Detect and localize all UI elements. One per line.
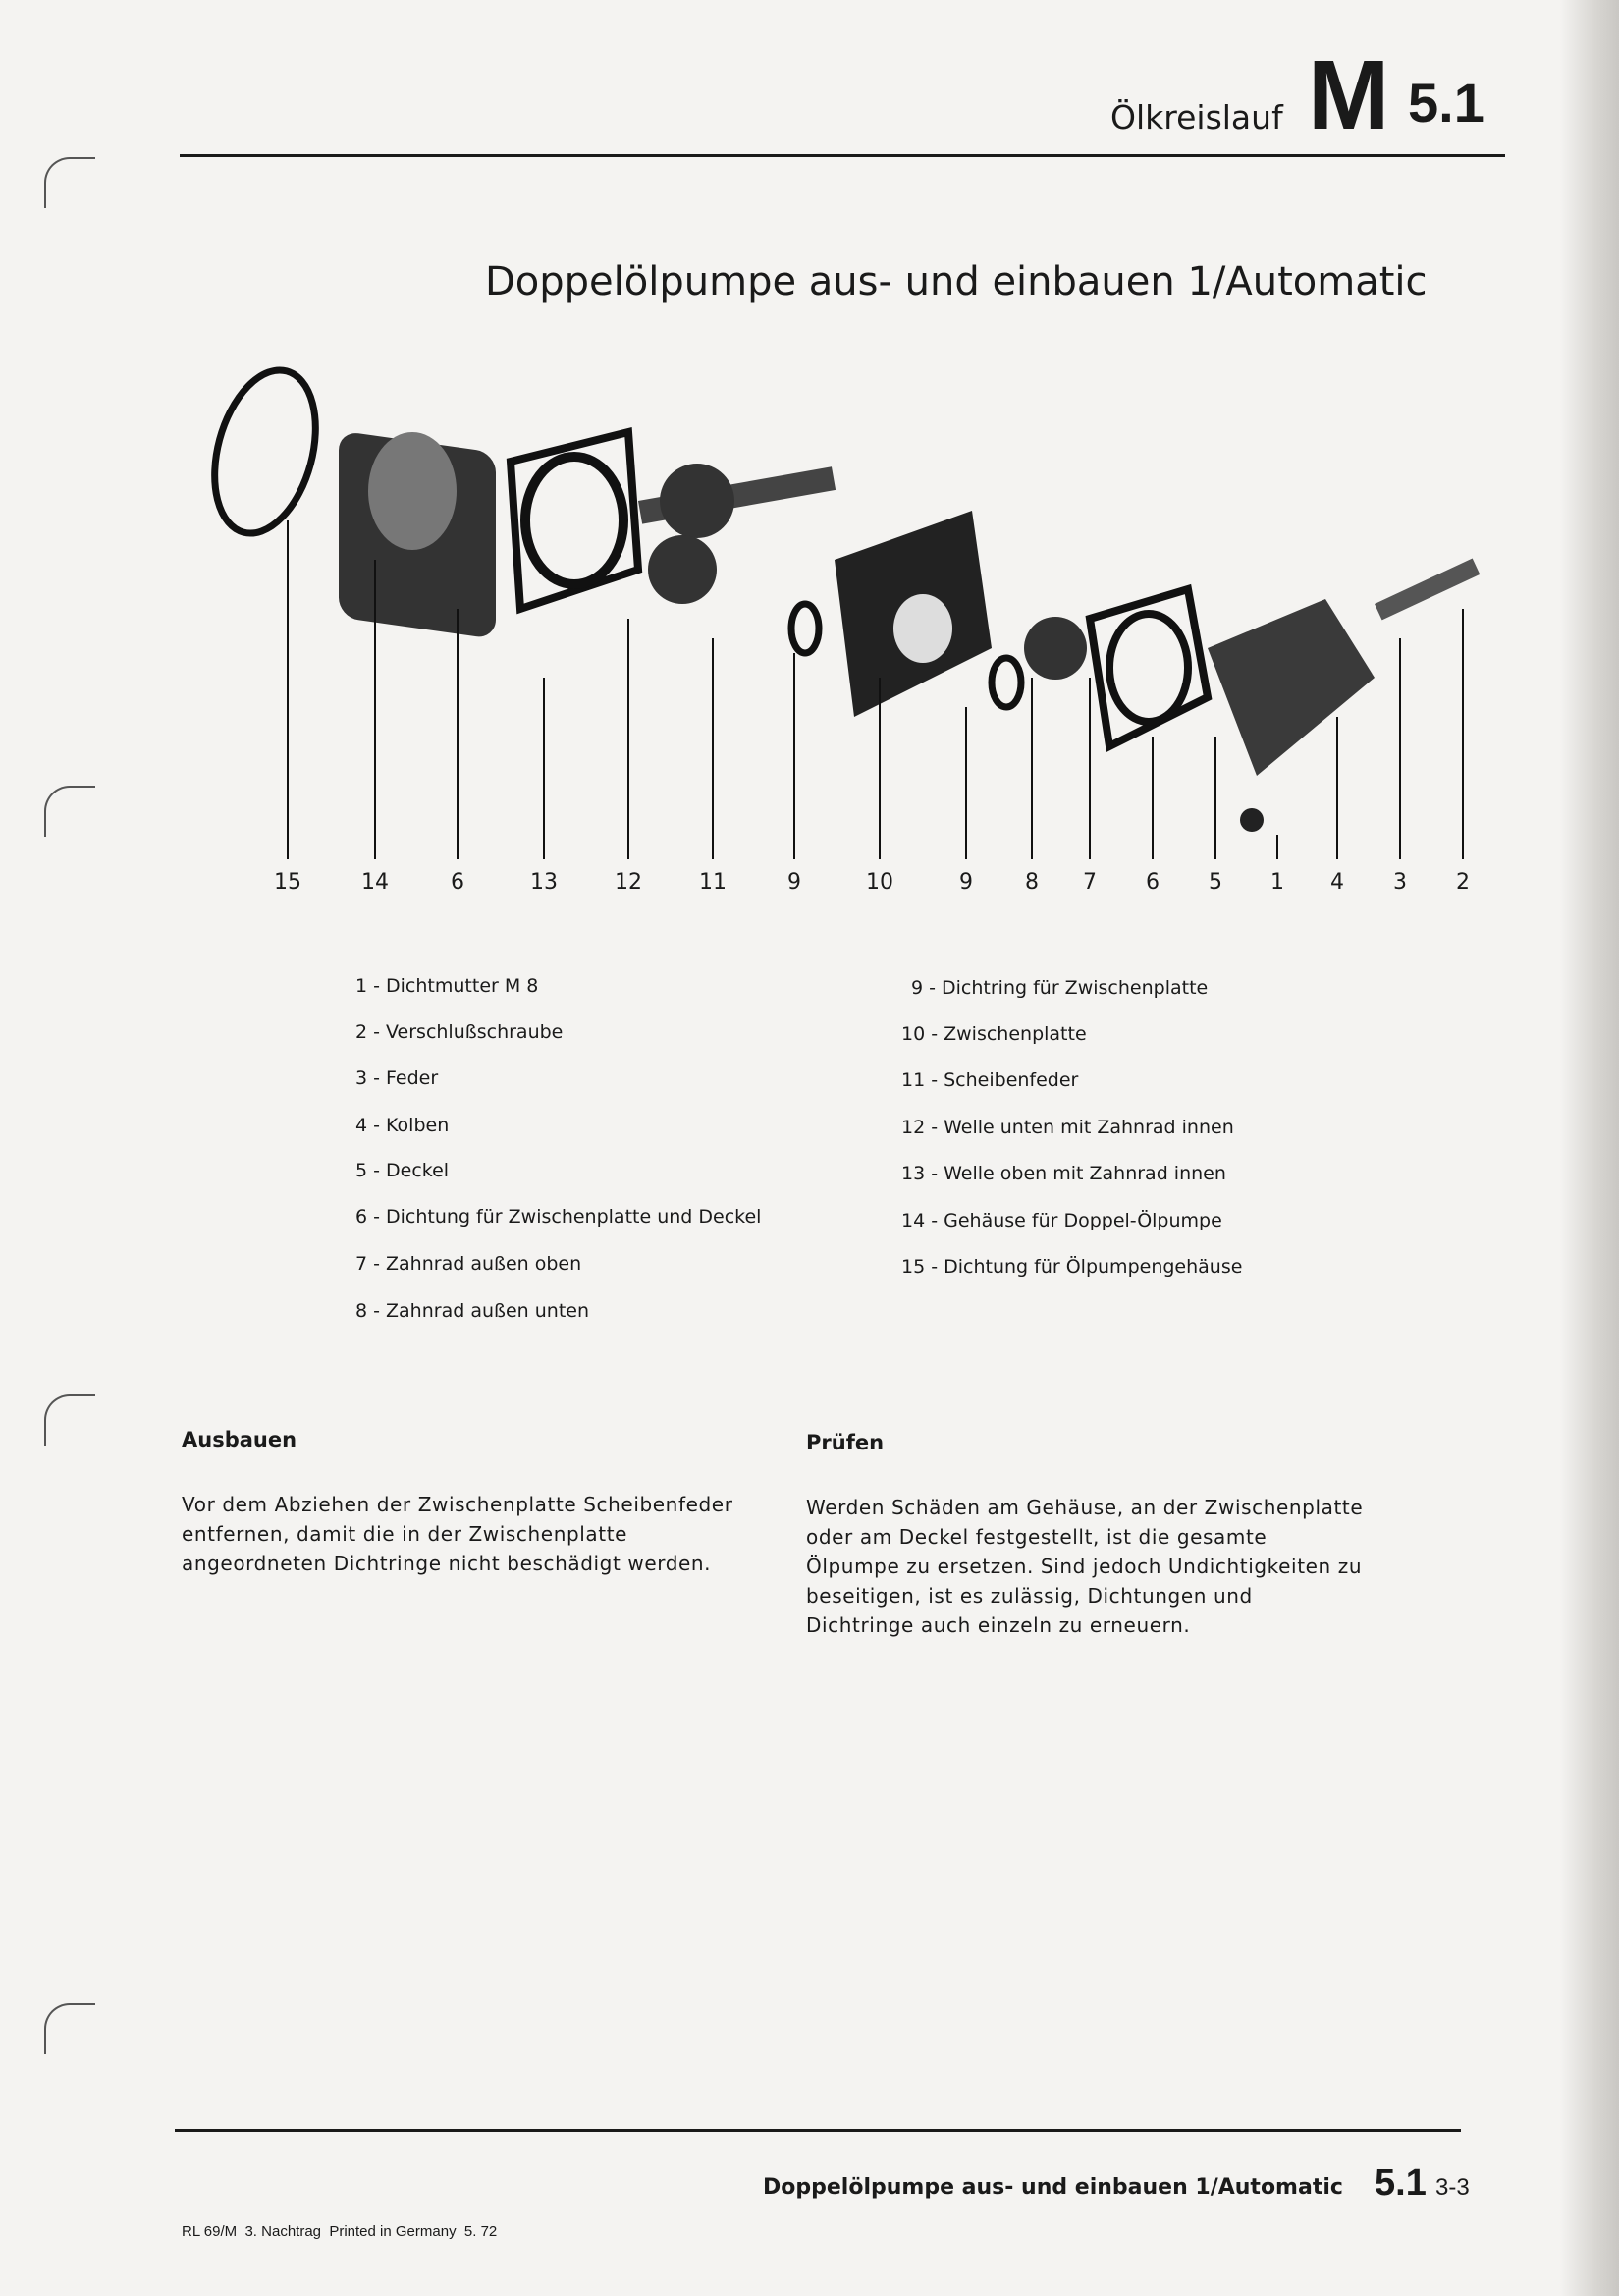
pruefen-heading: Prüfen: [806, 1431, 885, 1454]
parts-list-item: 8 - Zahnrad außen unten: [355, 1300, 590, 1322]
parts-list-item: 7 - Zahnrad außen oben: [355, 1253, 582, 1275]
intermediate-plate-10: [835, 511, 992, 717]
parts-list-item: 3 - Feder: [355, 1067, 439, 1089]
callout-number: 9: [959, 870, 973, 895]
footer-imprint: RL 69/M 3. Nachtrag Printed in Germany 5. 72: [182, 2223, 498, 2240]
sealing-ring-9b: [992, 658, 1021, 707]
parts-list-item: 14 - Gehäuse für Doppel-Ölpumpe: [901, 1210, 1222, 1231]
parts-list-item: 1 - Dichtmutter M 8: [355, 975, 539, 997]
parts-list-item: 4 - Kolben: [355, 1115, 450, 1136]
outer-gear-7-8: [1024, 617, 1087, 680]
callout-number: 6: [451, 870, 464, 895]
callout-number: 2: [1456, 870, 1470, 895]
page-title: Doppelölpumpe aus- und einbauen 1/Automatic: [485, 259, 1428, 304]
gasket-6b: [1090, 589, 1208, 746]
pump-housing-14: [339, 430, 496, 638]
parts-list-item: 2 - Verschlußschraube: [355, 1021, 564, 1043]
binder-hole-mark: [44, 157, 95, 208]
parts-list-item: 10 - Zwischenplatte: [901, 1023, 1087, 1045]
footer-page-number: 3-3: [1435, 2174, 1470, 2201]
parts-list-item: 15 - Dichtung für Ölpumpengehäuse: [901, 1256, 1243, 1278]
gasket-6: [511, 432, 638, 609]
parts-list-item: 9 - Dichtring für Zwischenplatte: [911, 977, 1209, 999]
parts-list-item: 11 - Scheibenfeder: [901, 1069, 1079, 1091]
footer-section: 5.1: [1375, 2162, 1427, 2204]
sealing-ring-9: [791, 604, 819, 653]
gasket-15: [198, 358, 333, 544]
callout-number: 4: [1330, 870, 1344, 895]
binder-hole-mark: [44, 1394, 95, 1446]
binder-hole-mark: [44, 2003, 95, 2054]
header-rule: [180, 154, 1505, 157]
callout-number: 10: [866, 870, 893, 895]
section-name: Ölkreislauf: [1110, 98, 1283, 137]
ausbauen-text: Vor dem Abziehen der Zwischenplatte Scheibenfeder entfernen, damit die in der Zwischenplatte angeordneten Dichtringe nicht beschädigt werden.: [182, 1493, 733, 1575]
footer-title: Doppelölpumpe aus- und einbauen 1/Automatic: [763, 2175, 1343, 2200]
callout-number: 15: [274, 870, 301, 895]
ausbauen-heading: Ausbauen: [182, 1428, 297, 1451]
section-code-letter: M: [1308, 40, 1388, 150]
footer-rule: [175, 2129, 1461, 2132]
callout-number: 8: [1025, 870, 1039, 895]
parts-list-item: 6 - Dichtung für Zwischenplatte und Deckel: [355, 1206, 762, 1228]
exploded-view-diagram: [0, 324, 1571, 874]
section-code-number: 5.1: [1408, 72, 1484, 134]
cover-5: [1208, 599, 1375, 832]
callout-number: 1: [1270, 870, 1284, 895]
parts-list-item: 12 - Welle unten mit Zahnrad innen: [901, 1117, 1234, 1138]
callout-number: 5: [1209, 870, 1222, 895]
callout-number: 12: [615, 870, 642, 895]
callout-number: 3: [1393, 870, 1407, 895]
callout-number: 6: [1146, 870, 1160, 895]
pruefen-text: Werden Schäden am Gehäuse, an der Zwischenplatte oder am Deckel festgestellt, ist die gesamte Ölpumpe zu ersetzen. Sind jedoch Undichtigkeiten zu beseitigen, ist es zulässig, Dichtungen und Dichtringe auch einzeln zu erneuern.: [806, 1496, 1364, 1637]
callout-number: 13: [530, 870, 558, 895]
piston-spring-plug-4-3-2: [1375, 559, 1480, 621]
callout-number: 11: [699, 870, 727, 895]
shaft-gear-13-12: [638, 464, 836, 604]
callout-number: 9: [787, 870, 801, 895]
callout-number: 7: [1083, 870, 1097, 895]
parts-list-item: 13 - Welle oben mit Zahnrad innen: [901, 1163, 1226, 1184]
parts-list-item: 5 - Deckel: [355, 1160, 450, 1181]
callout-number: 14: [361, 870, 389, 895]
